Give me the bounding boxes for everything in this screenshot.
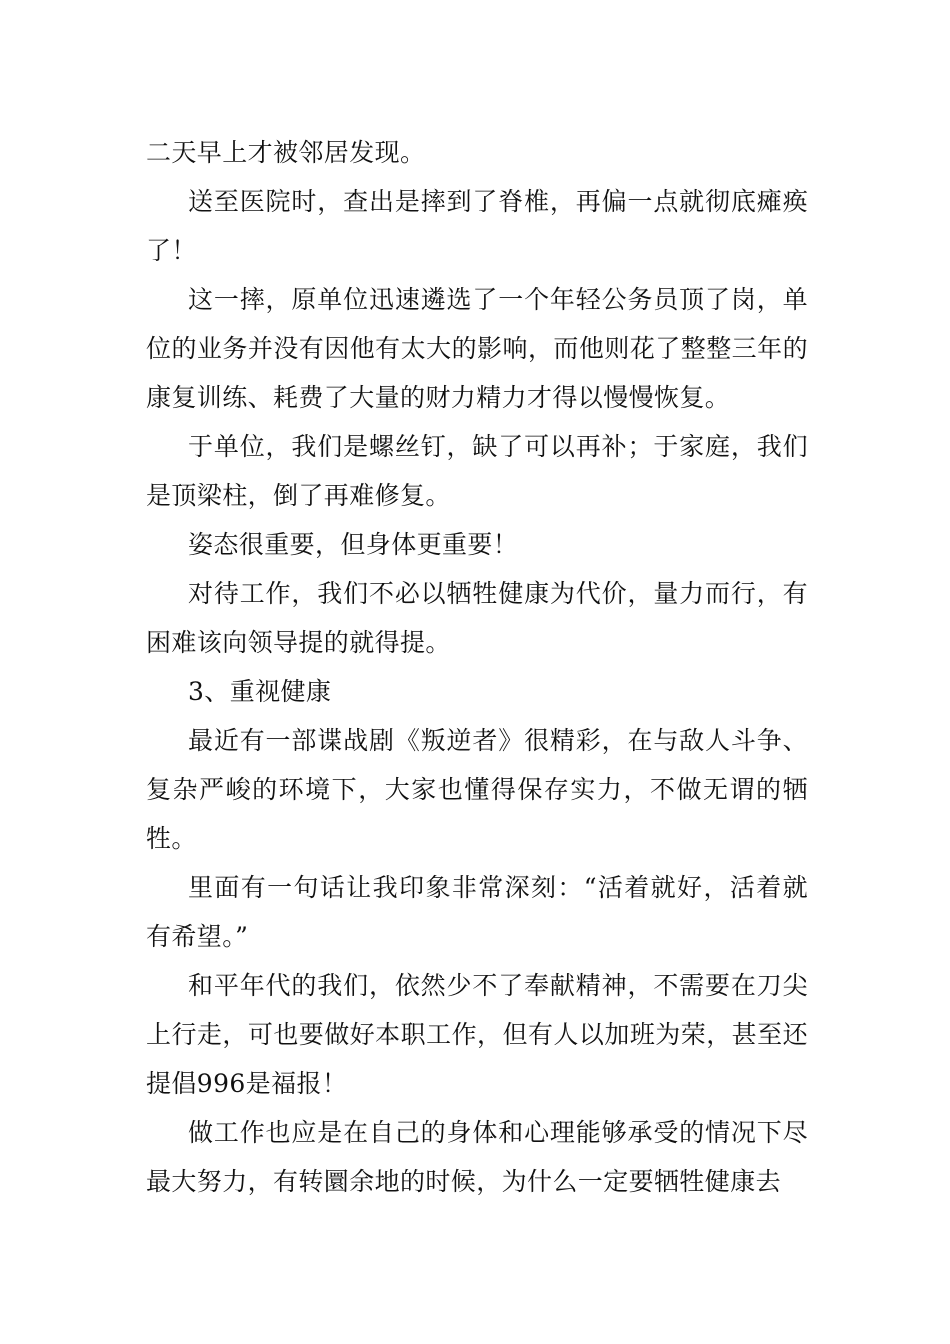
paragraph: 对待工作，我们不必以牺牲健康为代价，量力而行，有困难该向领导提的就得提。 (146, 579, 808, 657)
section-heading: 3、重视健康 (188, 677, 332, 706)
paragraph: 这一摔，原单位迅速遴选了一个年轻公务员顶了岗，单位的业务并没有因他有太大的影响，而他则花了整整三年的康复训练、耗费了大量的财力精力才得以慢慢恢复。 (146, 285, 808, 412)
paragraph: 姿态很重要，但身体更重要！ (188, 530, 519, 559)
paragraph: 送至医院时，查出是摔到了脊椎，再偏一点就彻底瘫痪了！ (146, 187, 808, 265)
document-body (146, 128, 808, 1206)
paragraph: 最近有一部谍战剧《叛逆者》很精彩，在与敌人斗争、复杂严峻的环境下，大家也懂得保存实力，不做无谓的牺牲。 (146, 726, 808, 853)
paragraph: 做工作也应是在自己的身体和心理能够承受的情况下尽最大努力，有转圜余地的时候，为什么一定要牺牲健康去 (146, 1118, 808, 1196)
paragraph: 于单位，我们是螺丝钉，缺了可以再补；于家庭，我们是顶梁柱，倒了再难修复。 (146, 432, 808, 510)
paragraph: 和平年代的我们，依然少不了奉献精神，不需要在刀尖上行走，可也要做好本职工作，但有人以加班为荣，甚至还提倡996是福报！ (146, 971, 808, 1098)
paragraph-continuation: 二天早上才被邻居发现。 (146, 138, 426, 167)
paragraph: 里面有一句话让我印象非常深刻：“活着就好，活着就有希望。” (146, 873, 808, 951)
